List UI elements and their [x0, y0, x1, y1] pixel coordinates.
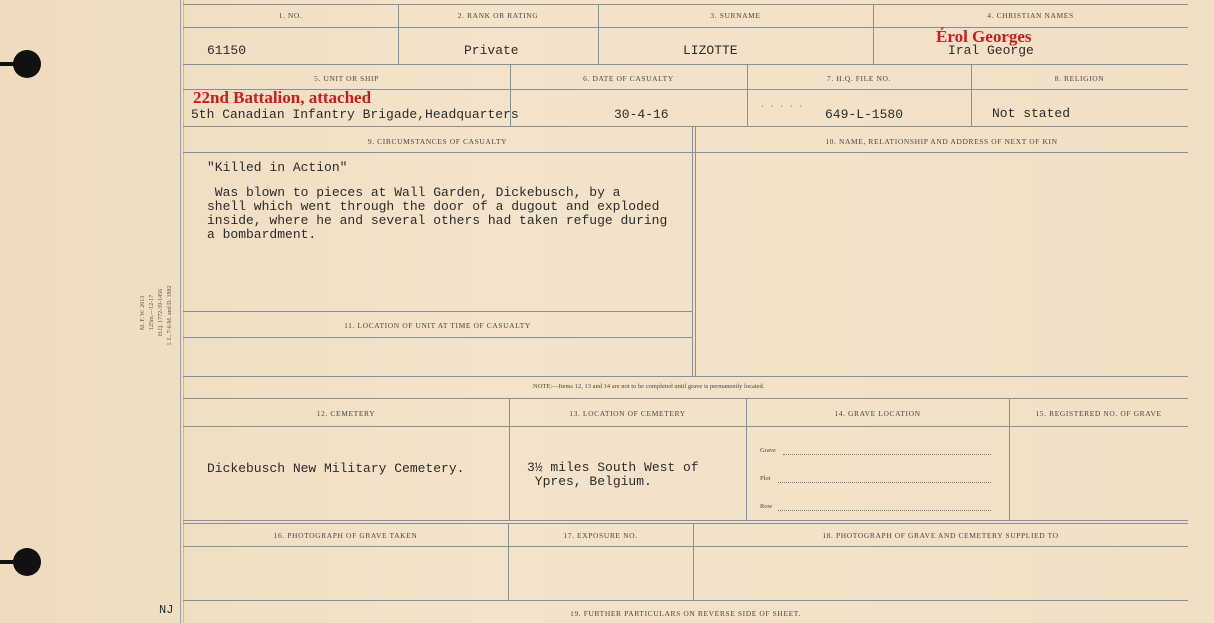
label-exposure: 17. EXPOSURE NO.	[563, 531, 638, 540]
value-hq-file: 649-L-1580	[825, 107, 904, 122]
location-unit-mid-rule	[183, 337, 692, 338]
row3-label-rule	[183, 152, 1188, 153]
label-hq-file: 7. H.Q. FILE NO.	[827, 74, 891, 83]
note-text: NOTE:—Items 12, 13 and 14 are not to be completed until grave is permanently located.	[533, 383, 765, 390]
row5-mid-rule	[183, 546, 1188, 547]
label-religion: 8. RELIGION	[1054, 74, 1105, 83]
punch-hole-bottom-tab	[0, 560, 20, 564]
form-code-line-1: M. F. W. 2613	[140, 295, 146, 330]
label-next-of-kin: 10. NAME, RELATIONSHIP AND ADDRESS OF NEXT OF KIN	[825, 137, 1058, 146]
label-grave: Grave	[760, 447, 776, 454]
row1-bottom-rule	[183, 64, 1188, 65]
christian-names-correction: Érol Georges	[936, 27, 1032, 46]
label-registered-no: 15. REGISTERED NO. OF GRAVE	[1035, 409, 1162, 418]
row5-bottom-rule	[183, 600, 1188, 601]
value-location-cemetery: 3½ miles South West of Ypres, Belgium.	[527, 460, 699, 489]
value-religion: Not stated	[992, 106, 1071, 121]
label-christian-names: 4. CHRISTIAN NAMES	[987, 11, 1074, 20]
value-rank: Private	[464, 43, 519, 58]
value-christian-names: Iral George	[948, 43, 1034, 58]
row1-mid-rule	[183, 27, 1188, 28]
row1-top-rule	[183, 4, 1188, 5]
location-unit-top-rule	[183, 311, 692, 312]
note-bottom-rule	[183, 398, 1188, 399]
value-surname: LIZOTTE	[683, 43, 738, 58]
unit-correction: 22nd Battalion, attached	[193, 88, 372, 107]
row3-bottom-rule	[183, 376, 1188, 377]
label-further-particulars: 19. FURTHER PARTICULARS ON REVERSE SIDE OF SHEET.	[570, 609, 801, 618]
value-unit: 5th Canadian Infantry Brigade,Headquarters	[191, 107, 519, 122]
label-plot: Plot	[760, 475, 771, 482]
margin-rule	[180, 0, 181, 623]
form-code-line-2: 125m.—12-17	[149, 294, 155, 330]
value-no: 61150	[207, 43, 247, 58]
row-dotted-line	[778, 509, 991, 511]
label-location-unit: 11. LOCATION OF UNIT AT TIME OF CASUALTY	[344, 321, 531, 330]
label-no: 1. NO.	[278, 11, 303, 20]
label-rank: 2. RANK OR RATING	[457, 11, 539, 20]
label-photo-supplied: 18. PHOTOGRAPH OF GRAVE AND CEMETERY SUPPLIED TO	[822, 531, 1059, 540]
value-cemetery: Dickebusch New Military Cemetery.	[207, 461, 465, 476]
form-code-line-4: I. L. 7-6-M. and D. 1882	[167, 285, 173, 345]
label-cemetery: 12. CEMETERY	[316, 409, 376, 418]
row3-divider	[692, 126, 693, 376]
form-code-line-3: H.Q. 1772-39-1456	[158, 288, 164, 336]
label-location-cemetery: 13. LOCATION OF CEMETERY	[569, 409, 686, 418]
value-circumstances-heading: "Killed in Action"	[207, 160, 348, 175]
grave-dotted-line	[783, 453, 991, 455]
value-circumstances-text: Was blown to pieces at Wall Garden, Dickebusch, by a shell which went through the door of a dugout and exploded inside, where he and several others had taken refuge during a bombardment.	[207, 185, 668, 242]
value-hq-file-prefix: · · · · ·	[760, 102, 804, 111]
row4-bottom-rule	[183, 520, 1188, 521]
label-date: 6. DATE OF CASUALTY	[583, 74, 674, 83]
value-date: 30-4-16	[614, 107, 669, 122]
label-surname: 3. SURNAME	[710, 11, 761, 20]
row4-mid-rule	[183, 426, 1188, 427]
clerk-initials: NJ	[159, 603, 174, 617]
label-circumstances: 9. CIRCUMSTANCES OF CASUALTY	[367, 137, 508, 146]
punch-hole-top-tab	[0, 62, 20, 66]
row2-bottom-rule	[183, 126, 1188, 127]
label-grave-location: 14. GRAVE LOCATION	[834, 409, 921, 418]
row3-divider-2	[695, 126, 696, 376]
row5-top-rule	[183, 523, 1188, 524]
label-photo-taken: 16. PHOTOGRAPH OF GRAVE TAKEN	[273, 531, 418, 540]
plot-dotted-line	[778, 481, 991, 483]
label-row: Row	[760, 503, 773, 510]
label-unit: 5. UNIT OR SHIP	[314, 74, 379, 83]
